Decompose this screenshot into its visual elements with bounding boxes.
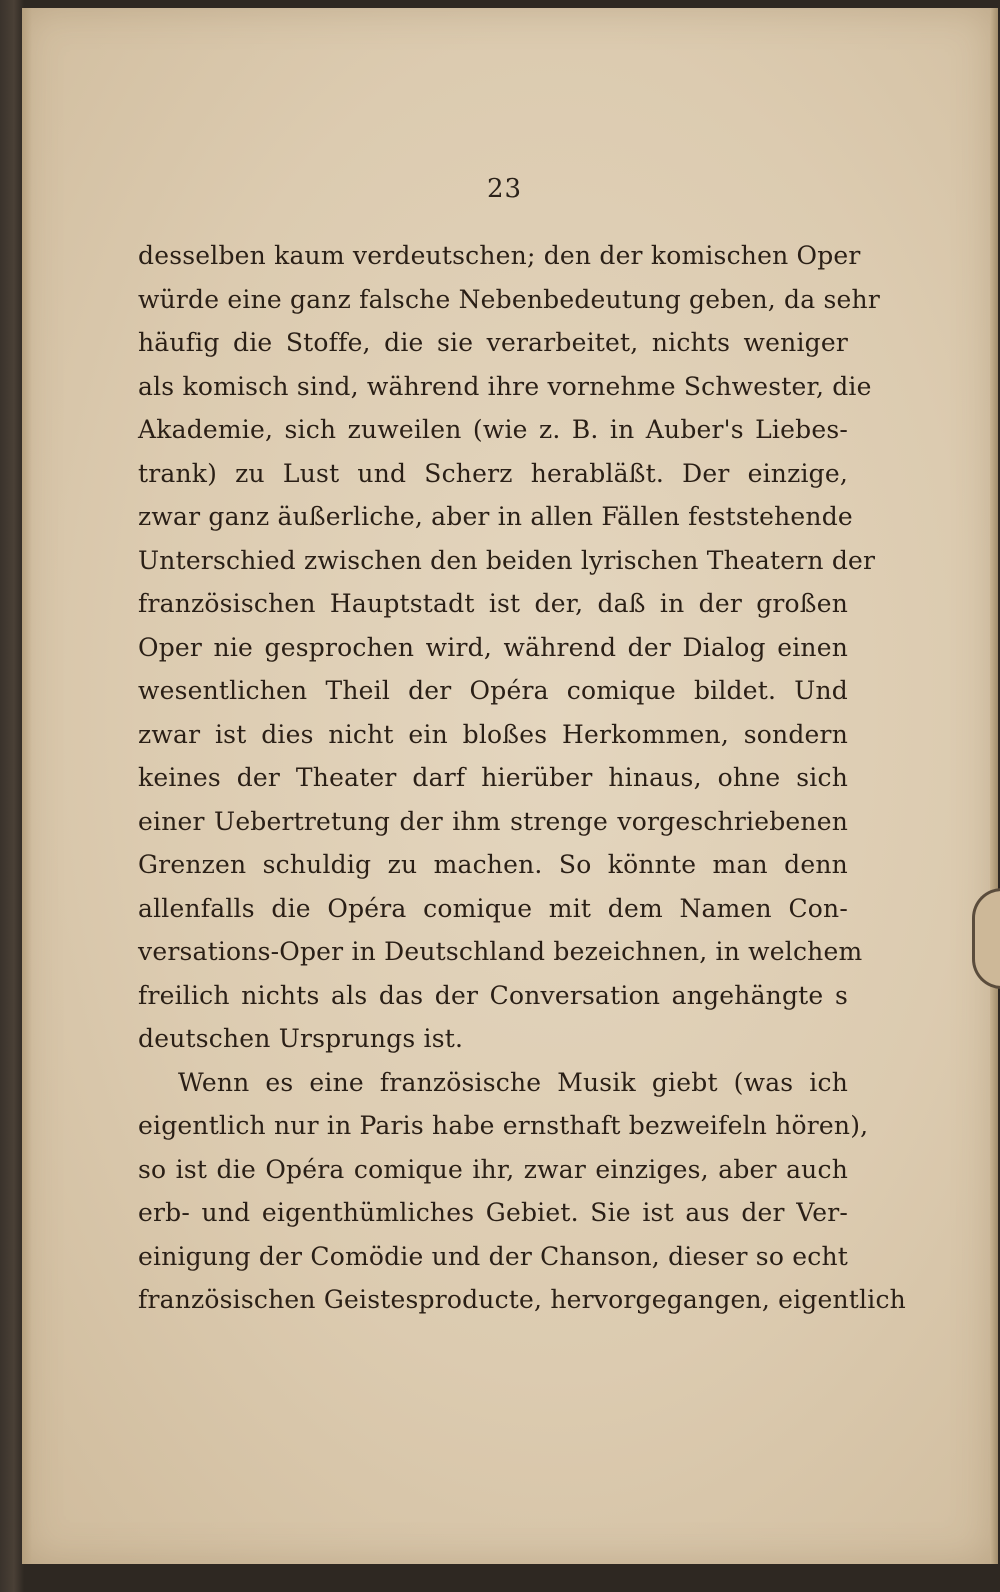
text-line: keines der Theater darf hierüber hinaus, ohne sich xyxy=(138,763,848,792)
text-line: Akademie, sich zuweilen (wie z. B. in Auber's Liebes- xyxy=(138,415,848,444)
book-page xyxy=(22,8,998,1564)
page-gutter-shadow xyxy=(22,8,32,1564)
text-line: zwar ganz äußerliche, aber in allen Fällen feststehende xyxy=(138,502,853,531)
text-line: Unterschied zwischen den beiden lyrischen Theatern der xyxy=(138,545,876,575)
text-line: allenfalls die Opéra comique mit dem Namen Con- xyxy=(138,893,848,923)
text-line: so ist die Opéra comique ihr, zwar einziges, aber auch xyxy=(138,1154,848,1184)
text-line: einer Uebertretung der ihm strenge vorgeschriebenen xyxy=(138,806,848,836)
text-line: als komisch sind, während ihre vornehme Schwester, die xyxy=(138,371,872,401)
text-line: einigung der Comödie und der Chanson, dieser so echt xyxy=(138,1241,848,1271)
text-line: französischen Hauptstadt ist der, daß in der großen xyxy=(138,589,848,618)
body-text xyxy=(138,234,906,1322)
text-line: freilich nichts als das der Conversation angehängte s xyxy=(138,980,848,1010)
text-line: trank) zu Lust und Scherz herabläßt. Der einzige, xyxy=(138,458,848,488)
text-line: desselben kaum verdeutschen; den der komischen Oper xyxy=(138,241,861,270)
text-line: Oper nie gesprochen wird, während der Dialog einen xyxy=(138,632,848,662)
text-line: versations-Oper in Deutschland bezeichnen, in welchem xyxy=(138,937,863,966)
text-line: erb- und eigenthümliches Gebiet. Sie ist aus der Ver- xyxy=(138,1198,848,1227)
text-line: häufig die Stoffe, die sie verarbeitet, nichts weniger xyxy=(138,328,848,357)
paragraph-end-line: deutschen Ursprungs ist. xyxy=(138,1024,464,1053)
page-edge-right xyxy=(990,8,998,1564)
text-line: zwar ist dies nicht ein bloßes Herkommen, sondern xyxy=(138,719,848,749)
text-line: Grenzen schuldig zu machen. So könnte man denn xyxy=(138,850,848,879)
text-line: französischen Geistesproducte, hervorgegangen, eigentlich xyxy=(138,1285,906,1314)
page-number: 23 xyxy=(486,174,523,204)
book-clasp xyxy=(972,888,1000,989)
paragraph-start-line: Wenn es eine französische Musik giebt (was ich xyxy=(178,1067,848,1097)
text-line: würde eine ganz falsche Nebenbedeutung geben, da sehr xyxy=(138,284,880,314)
text-line: wesentlichen Theil der Opéra comique bildet. Und xyxy=(138,676,848,705)
text-line: eigentlich nur in Paris habe ernsthaft bezweifeln hören), xyxy=(138,1111,869,1140)
